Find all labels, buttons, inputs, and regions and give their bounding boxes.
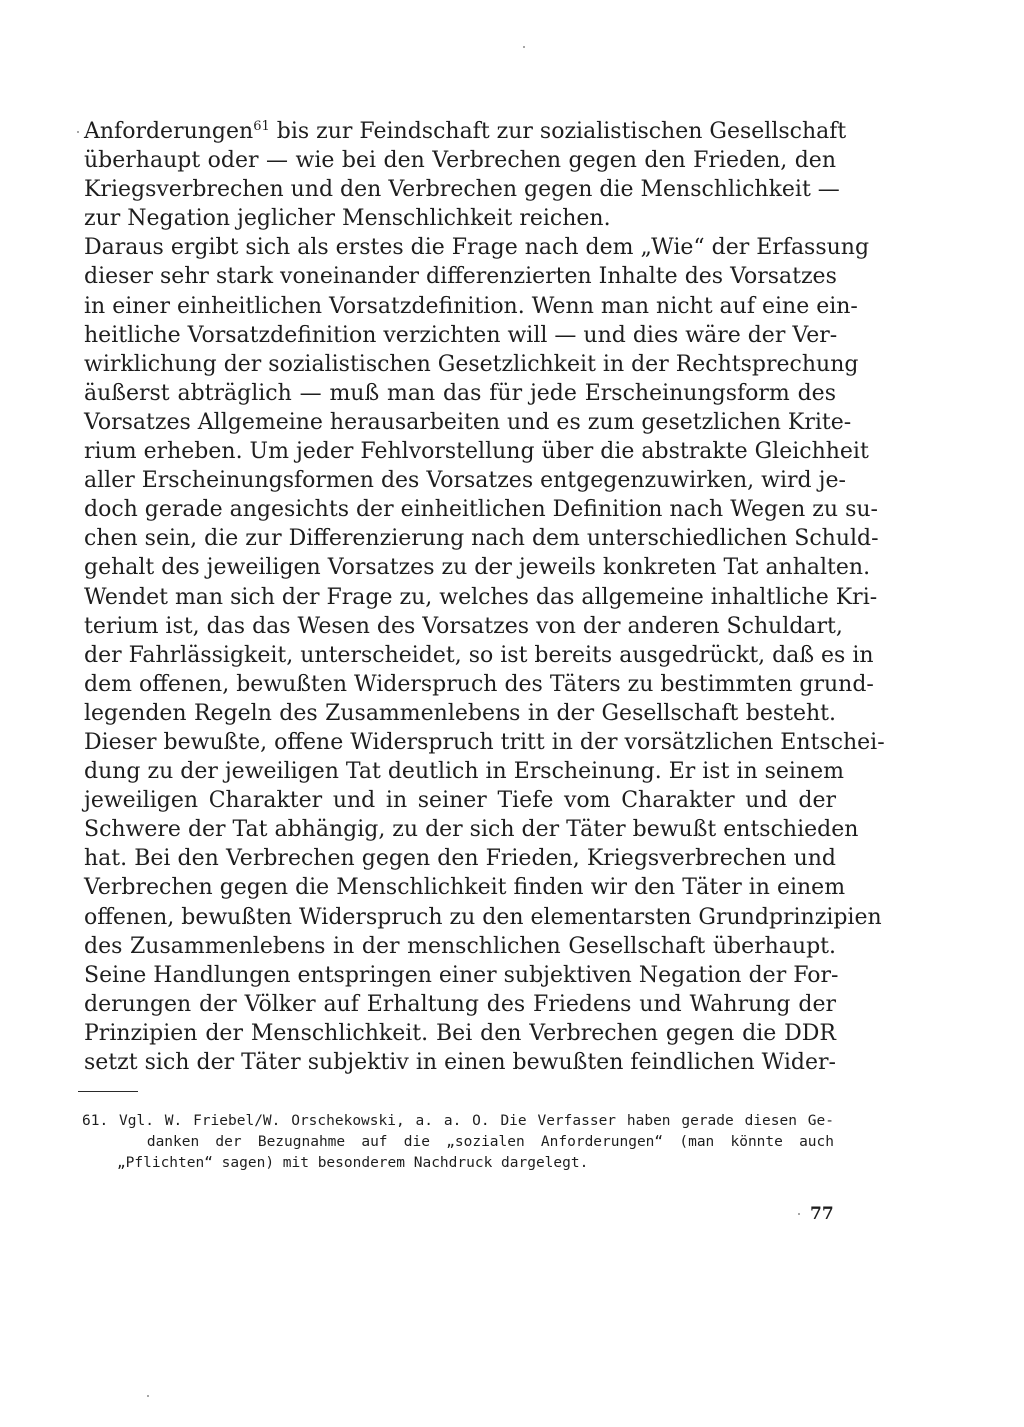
body-line-1 bbox=[84, 117, 847, 146]
body-line-21: legenden Regeln des Zusammenlebens in der Gesellschaft besteht. bbox=[84, 700, 836, 726]
body-line-4: zur Negation jeglicher Menschlichkeit reichen. bbox=[84, 206, 611, 232]
body-line-26: hat. Bei den Verbrechen gegen den Frieden, Kriegsverbrechen und bbox=[84, 846, 836, 872]
body-line-31: derungen der Völker auf Erhaltung des Friedens und Wahrung der bbox=[84, 991, 836, 1017]
footnote-line-3: „Pflichten“ sagen) mit besonderem Nachdruck dargelegt. bbox=[82, 1155, 589, 1171]
body-line-20: dem offenen, bewußten Widerspruch des Täters zu bestimmten grund- bbox=[84, 671, 874, 697]
body-line-14: doch gerade angesichts der einheitlichen Definition nach Wegen zu su- bbox=[84, 497, 878, 523]
body-line-12: rium erheben. Um jeder Fehlvorstellung über die abstrakte Gleichheit bbox=[84, 439, 869, 465]
body-line-5: Daraus ergibt sich als erstes die Frage nach dem „Wie“ der Erfassung bbox=[84, 235, 870, 261]
body-line-13: aller Erscheinungsformen des Vorsatzes entgegenzuwirken, wird je- bbox=[84, 468, 846, 494]
body-line-22: Dieser bewußte, offene Widerspruch tritt in der vorsätzlichen Entschei- bbox=[84, 729, 885, 755]
body-line-28: offenen, bewußten Widerspruch zu den elementarsten Grundprinzipien bbox=[84, 904, 882, 930]
body-line-6: dieser sehr stark voneinander differenzierten Inhalte des Vorsatzes bbox=[84, 264, 837, 290]
body-line-8: heitliche Vorsatzdefinition verzichten will — und dies wäre der Ver- bbox=[84, 322, 838, 348]
body-text bbox=[84, 117, 885, 1077]
body-line-3: Kriegsverbrechen und den Verbrechen gegen die Menschlichkeit — bbox=[84, 177, 840, 203]
body-line-30: Seine Handlungen entspringen einer subjektiven Negation der For- bbox=[84, 962, 839, 988]
body-line-15: chen sein, die zur Differenzierung nach dem unterschiedlichen Schuld- bbox=[84, 526, 879, 552]
footnote-line-2: danken der Bezugnahme auf die „sozialen Anforderungen“ (man könnte auch bbox=[82, 1134, 834, 1150]
scan-speck bbox=[523, 46, 525, 48]
body-line-19: der Fahrlässigkeit, unterscheidet, so ist bereits ausgedrückt, daß es in bbox=[84, 642, 874, 668]
body-line-24: jeweiligen Charakter und in seiner Tiefe vom Charakter und der bbox=[84, 788, 836, 814]
body-line-17: Wendet man sich der Frage zu, welches das allgemeine inhaltliche Kri- bbox=[84, 584, 878, 610]
body-line-10: äußerst abträglich — muß man das für jede Erscheinungsform des bbox=[84, 380, 836, 406]
body-line-1-start: Anforderungen bbox=[84, 119, 254, 144]
body-line-33: setzt sich der Täter subjektiv in einen bewußten feindlichen Wider- bbox=[84, 1050, 836, 1075]
footnote-line-1: 61. Vgl. W. Friebel/W. Orschekowski, a. a. O. Die Verfasser haben gerade diesen Ge- bbox=[82, 1113, 834, 1129]
page-number: 77 bbox=[810, 1204, 834, 1224]
body-line-11: Vorsatzes Allgemeine herausarbeiten und es zum gesetzlichen Krite- bbox=[84, 409, 852, 435]
body-line-9: wirklichung der sozialistischen Gesetzlichkeit in der Rechtsprechung bbox=[84, 351, 859, 377]
scan-speck bbox=[77, 131, 79, 133]
body-line-18: terium ist, das das Wesen des Vorsatzes von der anderen Schuldart, bbox=[84, 613, 843, 639]
body-line-16: gehalt des jeweiligen Vorsatzes zu der jeweils konkreten Tat anhalten. bbox=[84, 555, 871, 581]
body-line-27: Verbrechen gegen die Menschlichkeit finden wir den Täter in einem bbox=[84, 875, 846, 901]
footnote-reference[interactable]: 61 bbox=[253, 119, 270, 134]
scan-speck bbox=[147, 1395, 149, 1397]
footnote bbox=[82, 1111, 834, 1174]
body-line-2: überhaupt oder — wie bei den Verbrechen gegen den Frieden, den bbox=[84, 148, 836, 174]
body-line-29: des Zusammenlebens in der menschlichen Gesellschaft überhaupt. bbox=[84, 933, 836, 959]
body-line-1-rest: bis zur Feindschaft zur sozialistischen Gesellschaft bbox=[269, 119, 847, 144]
scan-speck bbox=[798, 1213, 800, 1215]
body-line-25: Schwere der Tat abhängig, zu der sich der Täter bewußt entschieden bbox=[84, 817, 859, 843]
body-line-7: in einer einheitlichen Vorsatzdefinition. Wenn man nicht auf eine ein- bbox=[84, 293, 858, 319]
body-line-32: Prinzipien der Menschlichkeit. Bei den Verbrechen gegen die DDR bbox=[84, 1020, 836, 1046]
body-line-23: dung zu der jeweiligen Tat deutlich in Erscheinung. Er ist in seinem bbox=[84, 759, 845, 785]
footnote-separator bbox=[78, 1091, 138, 1092]
